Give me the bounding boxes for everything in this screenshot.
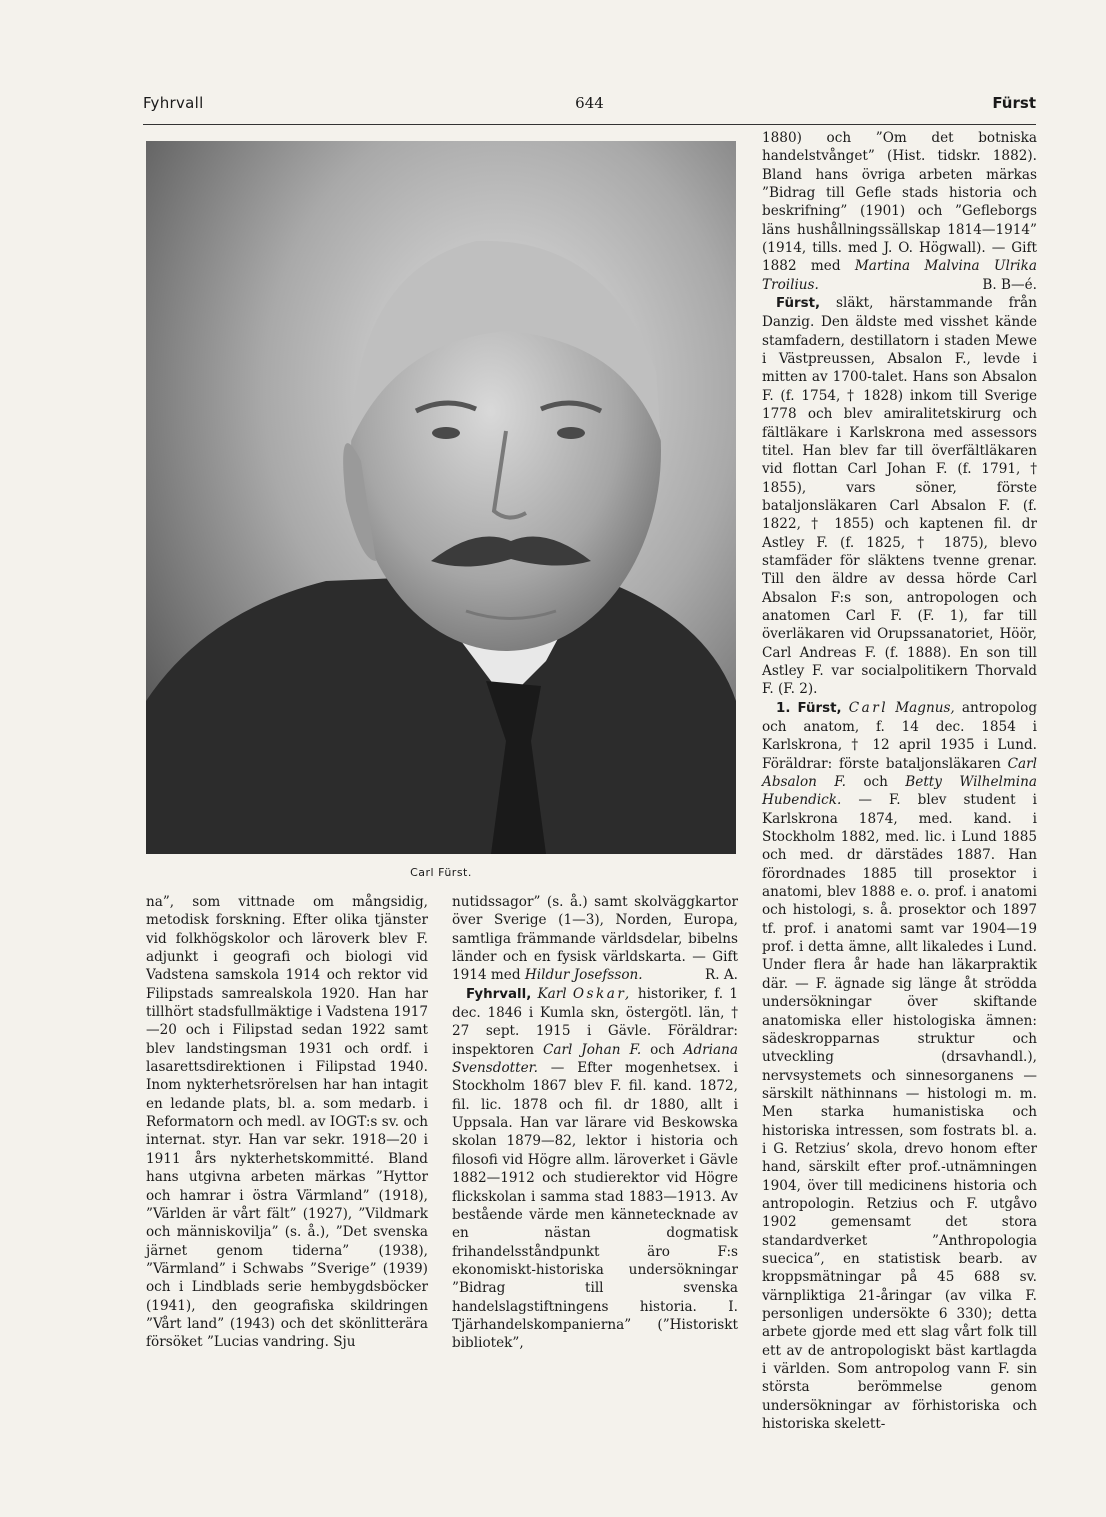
entry-text-b: — F. blev student i Karlskrona 1874, med. kand. i Stockholm 1882, med. lic. i Lund 1885 och med. dr därstädes 1887. Han förordnades 1885 till prosektor i anatomi, blev 1888 e. o. prof. i anatomi och histologi, s. å. prosektor och 1897 tf. prof. i anatomi samt var 1904—19 prof. i detta ämne, allt likaledes i Lund. Under flera år hade han läkarpraktik där. — F. ägnade sig länge åt strödda undersökningar över skiftande anatomiska eller histologiska ämnen: sädeskropparnas struktur och utveckling (drsavhandl.), nervsystemets och sinnesorganens — särskilt näthinnans — histologi m. m. Men starka humanistiska och historiska intressen, som fostrats bl. a. i G. Retzius’ skola, drevo honom efter hand, särskilt efter prof.-utnämningen 1904, över till medicinens historia och antropologin. Retzius och F. utgåvo 1902 gemensamt det stora standardverket ”Anthropologia suecica”, en statistisk bearb. av kroppsmätningar på 45 688 sv. värnpliktiga 21-åringar (av vilka F. personligen undersökte 6 330); detta arbete gjorde med ett slag vårt folk till ett av de antropologiskt bäst kartlagda i världen. Som antropolog vann F. sin största berömmelse genom undersökningar av förhistoriska och historiska skelett- [762, 792, 1037, 1433]
headword-fyhrvall: Fyhrvall, [466, 986, 532, 1002]
col2-paragraph-1 [452, 893, 738, 985]
headword-furst-family: Fürst, [776, 296, 821, 312]
entry-name-called: Carl [848, 699, 889, 716]
portrait-photo [146, 141, 736, 854]
header-rule [143, 124, 1036, 125]
header-left-word: Fyhrvall [143, 94, 204, 112]
entry-text-a: historiker, f. 1 dec. 1846 i Kumla skn, östergötl. län, † 27 sept. 1915 i Gävle. Föräldrar: inspektoren [452, 985, 738, 1058]
entry-father: Carl Absalon F. [762, 755, 1037, 791]
entry-furst-family [762, 294, 1037, 699]
entry-text-b: — Efter mogenhetsex. i Stockholm 1867 blev F. fil. kand. 1872, fil. lic. 1878 och fil. dr 1880, allt i Uppsala. Han var lärare vid Beskowska skolan 1879—82, lektor i historia och filosofi vid Högre allm. läroverket i Gävle 1882—1912 och studierektor vid Högre flickskolan i samma stad 1883—1913. Av bestående värde men kännetecknade av en nästan dogmatisk frihandelsståndpunkt äro F:s ekonomiskt-historiska undersökningar ”Bidrag till svenska handelslagstiftningens historia. I. Tjärhandelskompanierna” (”Historiskt bibliotek”, [452, 1060, 738, 1352]
header-right-word: Fürst [992, 94, 1036, 112]
entry-text-a: antropolog och anatom, f. 14 dec. 1854 i Karlskrona, † 12 april 1935 i Lund. Föräldrar: förste bataljonsläkaren [762, 699, 1038, 772]
entry-father: Carl Johan F. [542, 1041, 642, 1058]
entry-fyhrvall-karl-oskar [452, 985, 738, 1353]
col1-paragraph: na”, som vittnade om mångsidig, metodisk forskning. Efter olika tjänster vid folkhögskolor och läroverk blev F. adjunkt i geografi och biologi vid Vadstena samskola 1914 och rektor vid Filipstads samrealskola 1920. Han har tillhört stadsfullmäktige i Vadstena 1917—20 och i Filipstad sedan 1922 samt blev landstingsman 1931 och ordf. i lasarettsdirektionen i Filipstad 1940. Inom nykterhetsrörelsen har han intagit en ledande plats, bl. a. som medarb. i Reformatorn och medl. av IOGT:s sv. och internat. styr. Han var sekr. 1918—20 i 1911 års nykterhetskommitté. Bland hans utgivna arbeten märkas ”Hyttor och hamrar i östra Värmland” (1918), ”Världen är vårt fält” (1927), ”Vildmark och människovilja” (s. å.), ”Det svenska järnet genom tiderna” (1938), ”Värmland” i Schwabs ”Sverige” (1939) och i Lindblads serie hembygdsböcker (1941), den geografiska skildringen ”Vårt land” (1943) och det skönlitterära försöket ”Lucias vandring. Sju [146, 894, 428, 1351]
page-number: 644 [575, 94, 604, 112]
column-3 [762, 129, 1037, 1433]
col3-p0-text: 1880) och ”Om det botniska handelstvånget” (Hist. tidskr. 1882). Bland hans övriga arbeten märkas ”Bidrag till Gefle stads historia och beskrifning” (1901) och ”Gefleborgs läns hushållningssällskap 1814—1914” (1914, tills. med J. O. Högwall). — Gift 1882 med [762, 130, 1037, 275]
entry-mother: Adriana Svensdotter. [452, 1041, 738, 1077]
headword-furst: Fürst, [797, 700, 842, 716]
entry-furst-carl-magnus [762, 699, 1037, 1434]
col2-p1-wife: Hildur Josefsson. [524, 967, 643, 984]
col3-p0-wife: Martina Malvina Ulrika Troilius. [762, 258, 1037, 293]
col3-paragraph-0 [762, 129, 1037, 294]
col2-p1-signature: R. A. [704, 967, 738, 984]
portrait-illustration [146, 141, 736, 854]
col2-p1-text: nutidssagor” (s. å.) samt skolväggkartor över Sverige (1—3), Norden, Europa, samtliga främmande världsdelar, bibelns länder och en fysisk världskarta. — Gift 1914 med [452, 894, 738, 984]
entry-name-first: Karl [537, 985, 567, 1002]
entry-mother: Betty Wilhelmina Hubendick. [762, 774, 1038, 809]
entry-name-second: Magnus, [895, 699, 955, 716]
column-1 [146, 893, 428, 1352]
entry-furst-family-text: släkt, härstammande från Danzig. Den äldste med visshet kände stamfadern, destillatorn i staden Mewe i Västpreussen, Absalon F., levde i mitten av 1700-talet. Hans son Absalon F. (f. 1754, † 1828) inkom till Sverige 1778 och blev amiralitetskirurg och fältläkare i Karlskrona med assessors titel. Han blev far till överfältläkaren vid flottan Carl Johan F. (f. 1791, † 1855), vars söner, förste bataljonsläkaren Carl Absalon F. (f. 1822, † 1855) och kaptenen fil. dr Astley F. (f. 1825, † 1875), blevo stamfäder för släktens tvenne grenar. Till den äldre av dessa hörde Carl Absalon F:s son, antropologen och anatomen Carl F. (F. 1), far till överläkaren vid Orupssanatoriet, Höör, Carl Andreas F. (f. 1888). En son till Astley F. var socialpolitikern Thorvald F. (F. 2). [762, 295, 1037, 698]
entry-och: och [863, 774, 888, 791]
photo-caption: Carl Fürst. [410, 866, 472, 879]
running-header [143, 92, 1036, 118]
entry-och: och [650, 1041, 675, 1058]
col3-p0-signature: B. B—é. [982, 276, 1037, 293]
entry-number: 1. [776, 700, 791, 716]
entry-name-called: Oskar, [572, 985, 632, 1002]
column-2 [452, 893, 738, 1353]
